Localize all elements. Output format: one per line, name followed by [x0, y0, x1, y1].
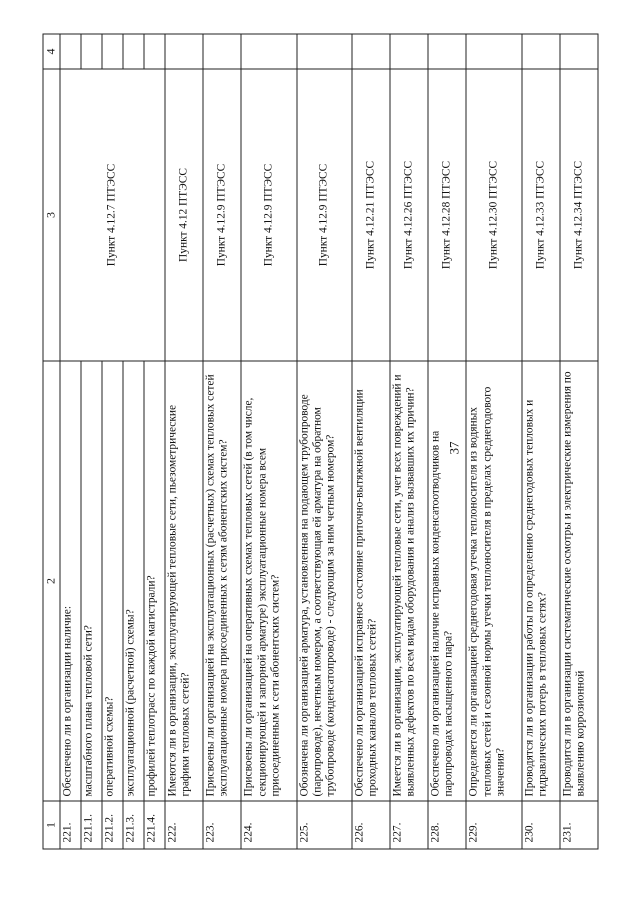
- row-reference: Пункт 4.12.30 ПТЭСС: [466, 69, 521, 361]
- row-number: 223.: [203, 801, 241, 849]
- row-reference: Пункт 4.12.33 ПТЭСС: [521, 69, 559, 361]
- table-row: [241, 34, 296, 849]
- row-question: Присвоены ли организацией на эксплуатационных (расчетных) схемах тепловых сетей эксплуатационные номера присоединенных к сетям абонентских систем?: [203, 361, 241, 801]
- row-number: 221.2.: [101, 801, 122, 849]
- row-number: 231.: [559, 801, 597, 849]
- row-reference: Пункт 4.12.9 ПТЭСС: [203, 69, 241, 361]
- row-mark-cell[interactable]: [428, 34, 466, 69]
- row-question: масштабного плана тепловой сети?: [80, 361, 101, 801]
- row-mark-cell[interactable]: [521, 34, 559, 69]
- table-row: [466, 34, 521, 849]
- row-reference: Пункт 4.12.26 ПТЭСС: [390, 69, 428, 361]
- checklist-table: [42, 34, 598, 850]
- row-question: Обеспечено ли в организации наличие:: [59, 361, 80, 801]
- table-row: [203, 34, 241, 849]
- table-row: [296, 34, 351, 849]
- row-question: эксплуатационной (расчетной) схемы?: [122, 361, 143, 801]
- row-mark-cell[interactable]: [241, 34, 296, 69]
- row-mark-cell[interactable]: [59, 34, 80, 69]
- row-question: Имеется ли в организации, эксплуатирующей тепловые сети, учет всех повреждений и выявленных дефектов по всем видам оборудования и анализ вызвавших их причин?: [390, 361, 428, 801]
- row-question: Проводятся ли в организации работы по определению среднегодовых тепловых и гидравлических потерь в тепловых сетях?: [521, 361, 559, 801]
- row-number: 226.: [351, 801, 389, 849]
- row-mark-cell[interactable]: [80, 34, 101, 69]
- table-row: [521, 34, 559, 849]
- row-mark-cell[interactable]: [351, 34, 389, 69]
- row-reference: Пункт 4.12.9 ПТЭСС: [296, 69, 351, 361]
- row-number: 221.: [59, 801, 80, 849]
- table-row: [559, 34, 597, 849]
- row-number: 227.: [390, 801, 428, 849]
- row-number: 221.1.: [80, 801, 101, 849]
- row-mark-cell[interactable]: [296, 34, 351, 69]
- row-mark-cell[interactable]: [466, 34, 521, 69]
- row-reference: Пункт 4.12.21 ПТЭСС: [351, 69, 389, 361]
- row-number: 222.: [164, 801, 202, 849]
- row-number: 221.3.: [122, 801, 143, 849]
- table-row: [390, 34, 428, 849]
- row-question: оперативной схемы?: [101, 361, 122, 801]
- row-mark-cell[interactable]: [390, 34, 428, 69]
- row-reference: Пункт 4.12.34 ПТЭСС: [559, 69, 597, 361]
- row-question: Имеются ли в организации, эксплуатирующей тепловые сети, пьезометрические графики тепловых сетей?: [164, 361, 202, 801]
- row-number: 221.4.: [143, 801, 164, 849]
- row-question: Присвоены ли организацией на оперативных схемах тепловых сетей (в том числе, секционирующей и запорной арматуре) эксплуатационные номера всем присоединенным к сети абонентских систем?: [241, 361, 296, 801]
- header-col-3: 3: [43, 69, 60, 361]
- row-mark-cell[interactable]: [559, 34, 597, 69]
- header-col-4: 4: [43, 34, 60, 69]
- row-number: 224.: [241, 801, 296, 849]
- row-number: 225.: [296, 801, 351, 849]
- row-mark-cell[interactable]: [203, 34, 241, 69]
- row-reference: Пункт 4.12 ПТЭСС: [164, 69, 202, 361]
- row-question: Обозначена ли организацией арматура, установленная на подающем трубопроводе (паропроводе), нечетным номером, а соответствующая ей арматура на обратном трубопроводе (конденсатопроводе) - следующим за ним четным номером?: [296, 361, 351, 801]
- row-question: Обеспечено ли организацией наличие исправных конденсатоотводчиков на паропроводах насыщенного пара?: [428, 361, 466, 801]
- header-col-2: 2: [43, 361, 60, 801]
- table-row: [164, 34, 202, 849]
- checklist-table-wrapper: [42, 35, 598, 850]
- row-number: 228.: [428, 801, 466, 849]
- row-mark-cell[interactable]: [122, 34, 143, 69]
- page-number: 37: [446, 441, 462, 455]
- row-question: профилей теплотрасс по каждой магистрали?: [143, 361, 164, 801]
- row-reference: Пункт 4.12.7 ПТЭСС: [59, 69, 164, 361]
- table-row: [351, 34, 389, 849]
- header-row: [43, 34, 60, 849]
- row-mark-cell[interactable]: [164, 34, 202, 69]
- row-question: Определяется ли организацией среднегодовая утечка теплоносителя из водяных тепловых сетей и сезонной нормы утечки теплоносителя в пределах среднегодового значения?: [466, 361, 521, 801]
- row-number: 229.: [466, 801, 521, 849]
- row-mark-cell[interactable]: [143, 34, 164, 69]
- row-question: Проводится ли в организации систематические осмотры и электрические измерения по выявлению коррозионной: [559, 361, 597, 801]
- row-question: Обеспечено ли организацией исправное состояние приточно-вытяжной вентиляции проходных каналов тепловых сетей?: [351, 361, 389, 801]
- row-number: 230.: [521, 801, 559, 849]
- row-reference: Пункт 4.12.28 ПТЭСС: [428, 69, 466, 361]
- header-col-1: 1: [43, 801, 60, 849]
- row-reference: Пункт 4.12.9 ПТЭСС: [241, 69, 296, 361]
- row-mark-cell[interactable]: [101, 34, 122, 69]
- table-row: [428, 34, 466, 849]
- table-row: [59, 34, 80, 849]
